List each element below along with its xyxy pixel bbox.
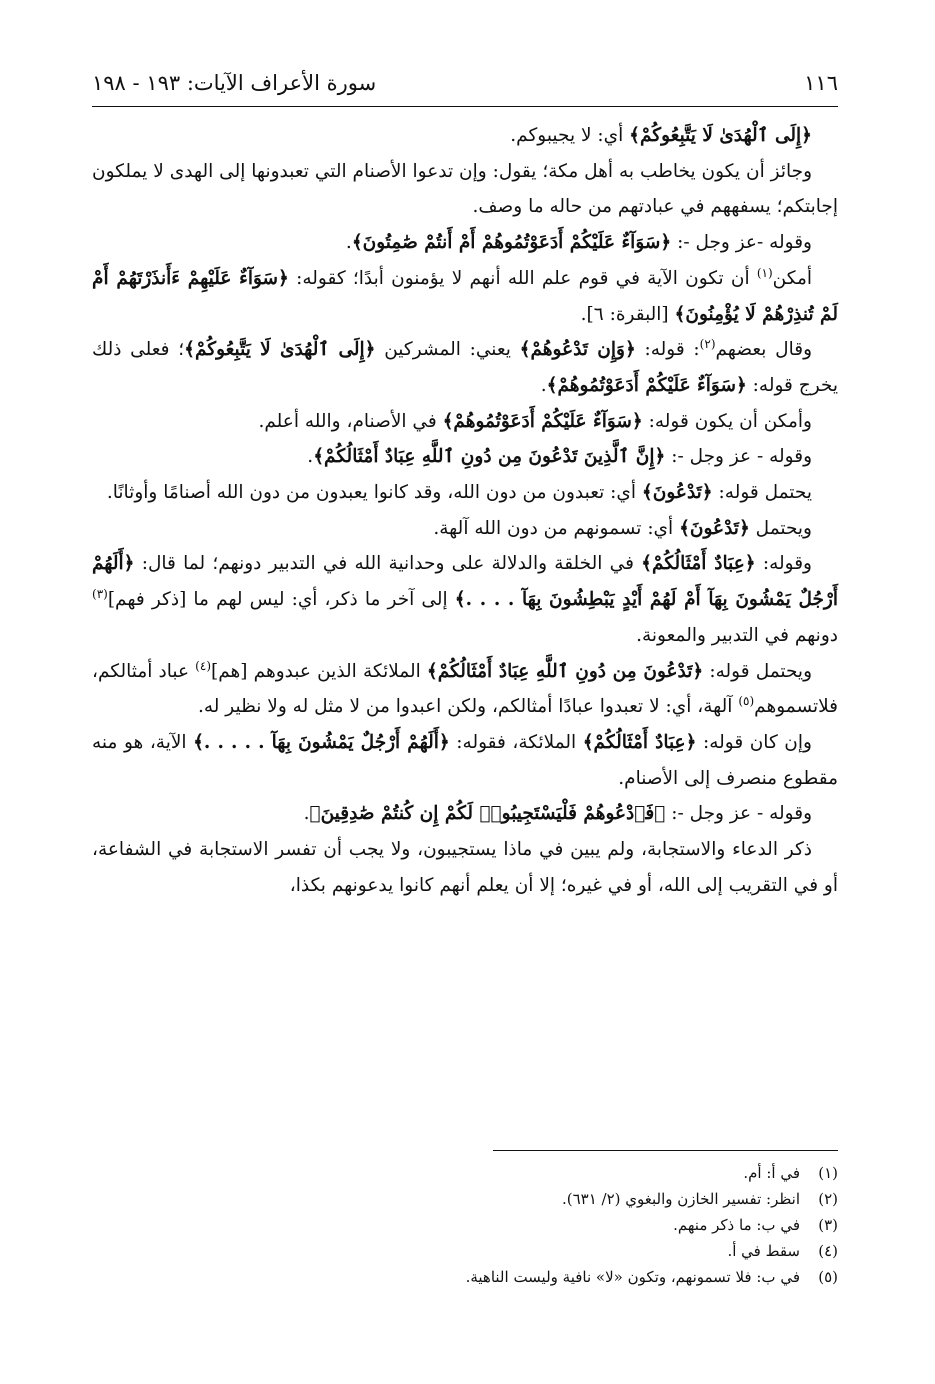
text-run: في الأصنام، والله أعلم. <box>258 410 443 432</box>
text-run: دونهم في التدبير والمعونة. <box>636 624 838 646</box>
quran-verse: ﴿إِنَّ ٱلَّذِينَ تَدْعُونَ مِن دُونِ ٱللَّهِ عِبَادٌ أَمْثَالُكُمْ﴾ <box>313 446 666 468</box>
text-run: ؛ فعلى ذلك يخرج قوله: <box>92 339 838 396</box>
paragraph <box>92 546 838 653</box>
paragraph <box>92 332 838 403</box>
paragraph <box>92 404 838 440</box>
surah-title: سورة الأعراف الآيات: ١٩٣ - ١٩٨ <box>92 71 377 95</box>
text-run: يعني: المشركين <box>375 339 520 361</box>
page-number: ١١٦ <box>804 71 838 95</box>
footnote-text: في أ: أم. <box>743 1164 800 1182</box>
text-run: ويحتمل <box>749 517 812 539</box>
paragraph <box>92 439 838 475</box>
footnote-text: سقط في أ. <box>727 1242 800 1260</box>
text-run: وأمكن أن يكون قوله: <box>642 410 812 432</box>
text-run: إلى آخر ما ذكر، أي: ليس لهم ما [ذكر فهم] <box>107 589 455 611</box>
paragraph <box>92 261 838 332</box>
text-run: : قوله: <box>635 339 700 361</box>
footnote-text: انظر: تفسير الخازن والبغوي (٢/ ٦٣١). <box>561 1190 800 1208</box>
quran-verse: ﴿سَوَآءٌ عَلَيْهِمْ ءَأَنذَرْتَهُمْ أَمْ لَمْ تُنذِرْهُمْ لَا يُؤْمِنُونَ﴾ <box>92 267 838 325</box>
paragraph <box>92 154 838 225</box>
text-run: وجائز أن يكون يخاطب به أهل مكة؛ يقول: وإن تدعوا الأصنام التي تعبدونها إلى الهدى لا يملكون إجابتكم؛ يسفههم في عبادتهم من حاله ما وصف. <box>92 160 838 218</box>
paragraph <box>92 475 838 511</box>
text-run: . <box>307 446 314 468</box>
quran-verse: ﴿وَإِن تَدْعُوهُمْ﴾ <box>519 339 636 361</box>
quran-verse: ﴿أَلَهُمْ أَرْجُلٌ يَمْشُونَ بِهَآ . . . . .﴾ <box>193 731 450 753</box>
text-run: عباد أمثالكم، فلاتسموهم <box>92 660 838 718</box>
footnote <box>92 1238 838 1264</box>
quran-verse: ﴿إِلَى ٱلْهُدَىٰ لَا يَتَّبِعُوكُمْ﴾ <box>184 339 376 361</box>
text-run: أمكن <box>772 267 813 289</box>
text-run: الملائكة، فقوله: <box>449 731 583 753</box>
text-run: أي: تعبدون من دون الله، وقد كانوا يعبدون من دون الله أصنامًا وأوثانًا. <box>106 482 642 504</box>
text-run: وقال بعضهم <box>715 339 813 361</box>
footnote-ref: (٣) <box>92 586 108 601</box>
text-run: يحتمل قوله: <box>712 482 812 504</box>
quran-verse: ﴿إِلَى ٱلْهُدَىٰ لَا يَتَّبِعُوكُمْ﴾ <box>629 125 812 146</box>
paragraph <box>92 654 838 725</box>
text-run: الآية، هو منه مقطوع منصرف إلى الأصنام. <box>92 731 838 789</box>
footnote-divider <box>493 1150 838 1151</box>
text-run: أي: تسمونهم من دون الله آلهة. <box>433 517 680 539</box>
text-run: . <box>345 232 352 254</box>
footnote-text: في ب: فلا تسمونهم، وتكون «لا» نافية وليست الناهية. <box>465 1268 800 1286</box>
footnote-number: (٣) <box>818 1216 838 1234</box>
footnote-text: في ب: ما ذكر منهم. <box>673 1216 800 1234</box>
header-divider <box>92 106 838 107</box>
footnote-number: (٢) <box>818 1190 838 1208</box>
quran-verse: ﴿تَدْعُونَ﴾ <box>679 517 750 539</box>
text-run: الملائكة الذين عبدوهم [هم] <box>211 660 427 682</box>
text-run: أن تكون الآية في قوم علم الله أنهم لا يؤمنون أبدًا؛ كقوله: <box>288 267 757 289</box>
footnote-ref: (٢) <box>699 337 716 352</box>
footnote-number: (٤) <box>818 1242 838 1260</box>
text-run: ويحتمل قوله: <box>703 660 813 682</box>
text-run: [البقرة: ٦]. <box>580 303 675 325</box>
footnote-number: (١) <box>818 1164 838 1182</box>
quran-verse: ﴿أَلَهُمْ أَرْجُلٌ يَمْشُونَ بِهَآ أَمْ لَهُمْ أَيْدٍ يَبْطِشُونَ بِهَآ . . . .﴾ <box>92 553 838 611</box>
paragraph <box>92 832 838 903</box>
footnote <box>92 1186 838 1212</box>
quran-verse: ﴿عِبَادٌ أَمْثَالُكُمْ﴾ <box>582 731 697 753</box>
text-run: . <box>303 803 310 825</box>
text-run: وقوله - عز وجل -: <box>665 446 812 468</box>
text-run: أي: لا يجيبوكم. <box>510 125 630 146</box>
paragraph <box>92 796 838 832</box>
footnote <box>92 1160 838 1186</box>
quran-verse: ﴿عِبَادٌ أَمْثَالُكُمْ﴾ <box>641 553 756 575</box>
paragraph <box>92 118 838 154</box>
quran-verse: ﴿فَٱدْعُوهُمْ فَلْيَسْتَجِيبُوا۟ لَكُمْ إِن كُنتُمْ صَٰدِقِينَ﴾ <box>309 803 666 825</box>
running-header <box>92 62 838 104</box>
main-text <box>92 118 838 903</box>
footnote-ref: (٥) <box>738 694 755 709</box>
footnote-ref: (١) <box>756 265 773 280</box>
text-run: . <box>540 374 547 396</box>
text-run: وقوله - عز وجل -: <box>665 803 812 825</box>
footnote-number: (٥) <box>818 1268 838 1286</box>
text-run: ذكر الدعاء والاستجابة، ولم يبين في ماذا يستجيبون، ولا يجب أن تفسر الاستجابة في الشفاعة، أو في التقريب إلى الله، أو في غيره؛ إلا أن يعلم أنهم كانوا يدعونهم بكذا، <box>92 839 838 896</box>
quran-verse: ﴿سَوَآءٌ عَلَيْكُمْ أَدَعَوْتُمُوهُمْ أَمْ أَنتُمْ صَٰمِتُونَ﴾ <box>351 232 672 254</box>
quran-verse: ﴿تَدْعُونَ مِن دُونِ ٱللَّهِ عِبَادٌ أَمْثَالُكُمْ﴾ <box>426 660 704 682</box>
footnote <box>92 1264 838 1290</box>
text-run: في الخلقة والدلالة على وحدانية الله في التدبير دونهم؛ لما قال: <box>134 553 642 575</box>
paragraph <box>92 511 838 547</box>
footnote <box>92 1212 838 1238</box>
footnote-ref: (٤) <box>195 658 211 673</box>
quran-verse: ﴿سَوَآءٌ عَلَيْكُمْ أَدَعَوْتُمُوهُمْ﴾ <box>546 374 747 396</box>
quran-verse: ﴿سَوَآءٌ عَلَيْكُمْ أَدَعَوْتُمُوهُمْ﴾ <box>442 410 643 432</box>
text-run: وقوله -عز وجل -: <box>671 232 812 254</box>
text-run: وقوله: <box>755 553 812 575</box>
text-run: آلهة، أي: لا تعبدوا عبادًا أمثالكم، ولكن اعبدوا من لا مثل له ولا نظير له. <box>197 696 739 718</box>
paragraph <box>92 725 838 796</box>
text-run: وإن كان قوله: <box>696 731 812 753</box>
quran-verse: ﴿تَدْعُونَ﴾ <box>641 482 713 504</box>
paragraph <box>92 225 838 261</box>
footnotes <box>92 1160 838 1290</box>
